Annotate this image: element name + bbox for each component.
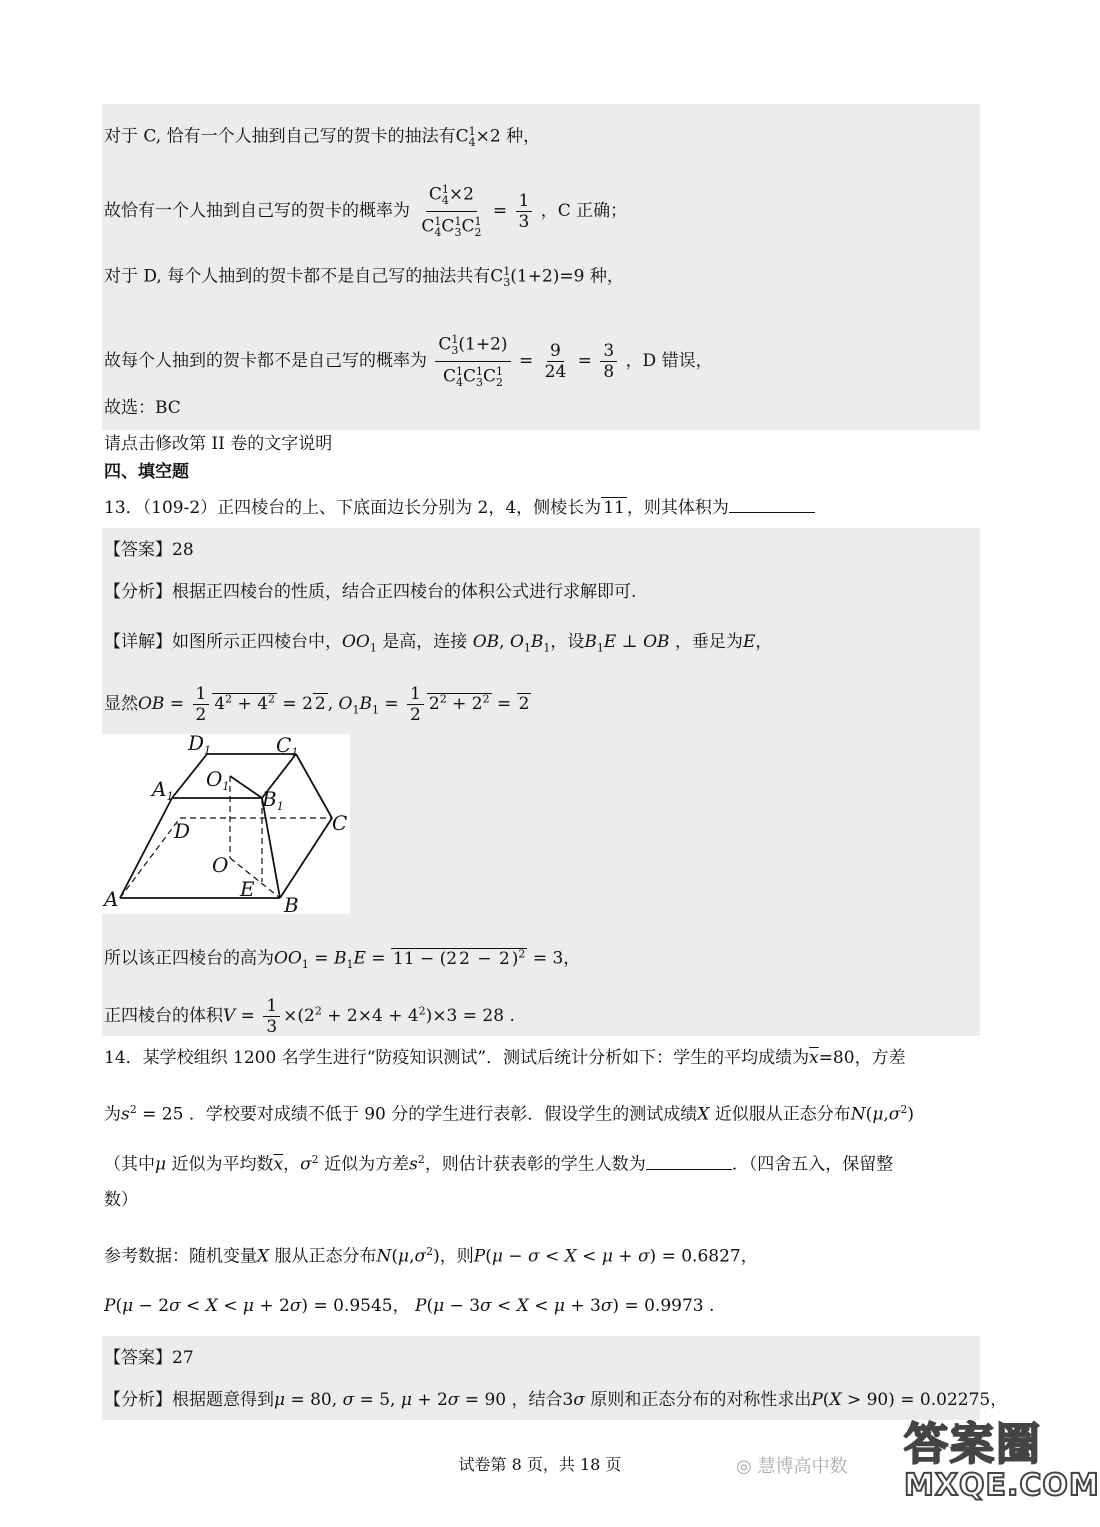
question-14-line2: 为$s^2 = 25$ ．学校要对成绩不低于 90 分的学生进行表彰．假设学生的测试成绩X 近似服从正态分布$N(\mu,\sigma^2)$ [104,1103,915,1125]
page-footer: 试卷第 8 页，共 18 页 [458,1455,622,1474]
answer-blank-14 [646,1155,732,1170]
reference-data-2: P(μ − 2σ < X < μ + 2σ) = 0.9545， P(μ − 3σ < X < μ + 3σ) = 0.9973 . [104,1296,715,1316]
wechat-icon: ◎ [736,1456,752,1477]
solution-c-line2: 故恰有一个人抽到自己写的贺卡的概率为 $\frac{C^1_4\times 2}{C^1_4C^1_3C^1_2}$ = $\frac{1}{3}$ ，C 正确； [104,180,627,243]
solution-d-line2: 故每个人抽到的贺卡都不是自己写的概率为 $\frac{C^1_3(1+2)}{C^1_4C^1_3C^1_2}$ = $\frac{9}{24}$ = $\frac{3}{8}$ ，D 错误， [104,330,713,393]
height-13: 所以该正四棱台的高为$OO_1 = B_1E = 11 - (2$ 2 − 2 )$^2$ = 3， [104,947,581,972]
label-a: A [104,887,119,911]
answer-blank [729,498,815,513]
label-d: D [174,819,191,843]
label-b: B [284,893,299,917]
label-d1: $D_1$ [188,731,212,757]
solution-c-line1: 对于 C, 恰有一个人抽到自己写的贺卡的抽法有$C^1_4\times 2$ 种， [104,125,541,150]
choice-line: 故选：BC [104,398,181,418]
analysis-14: 【分析】根据题意得到μ = 80, σ = 5, μ + 2σ = 90 ，结合3σ 原则和正态分布的对称性求出P(X > 90) = 0.02275， [104,1390,1008,1410]
label-c: C [332,811,348,835]
question-13: 13．（109-2）正四棱台的上、下底面边长分别为 2，4，侧棱长为 11 ，则其体积为 [104,496,815,520]
watermark-logo: 答案圈 MXQE.COM [904,1419,1100,1503]
detail-13: 【详解】如图所示正四棱台中，$OO_1$ 是高，连接 OB, $O_1B_1$，设$B_1E$ ⊥ OB ，垂足为E， [104,632,773,655]
label-e: E [240,877,255,901]
label-o: O [212,853,229,877]
label-o1: $O_1$ [206,767,230,793]
question-14-line1: 14．某学校组织 1200 名学生进行“防疫知识测试”．测试后统计分析如下：学生的平均成绩为$\overline{x}=80$，方差 [104,1048,906,1068]
detail-13-formula: 显然OB = $\frac{1}{2}$ $4^2 + 4^2 = 2$ 2 , $O_1B_1$ = $\frac{1}{2}$ $2^2 + 2^2 = 2$ [104,684,530,725]
label-b1: $B_1$ [262,787,284,813]
watermark-account: ◎ 慧博高中数 [736,1456,848,1477]
analysis-13: 【分析】根据正四棱台的性质，结合正四棱台的体积公式进行求解即可. [104,582,637,602]
answer-13: 【答案】28 [104,540,194,560]
answer-14: 【答案】27 [104,1348,194,1368]
question-14-line4: 数） [104,1190,138,1210]
frustum-figure [102,731,350,917]
volume-13: 正四棱台的体积V = $\frac{1}{3}$ $\times(2^2 + 2\times 4 + 4^2)\times 3 = 28$ . [104,996,515,1037]
edit-note[interactable]: 请点击修改第 II 卷的文字说明 [104,434,333,454]
reference-data-1: 参考数据：随机变量X 服从正态分布$N(\mu,\sigma^2)$，则P(μ − σ < X < μ + σ) = 0.6827， [104,1245,758,1267]
solution-d-line1: 对于 D, 每个人抽到的贺卡都不是自己写的抽法共有$C^1_3(1+2)=9$ 种， [104,265,624,290]
question-14-line3: （其中μ 近似为平均数$\overline{x}$，$\sigma^2$ 近似为方差$s^2$，则估计获表彰的学生人数为 ．（四舍五入，保留整 [104,1153,894,1175]
label-a1: $A_1$ [152,777,174,803]
label-c1: $C_1$ [276,733,299,759]
section-title: 四、填空题 [104,462,189,482]
